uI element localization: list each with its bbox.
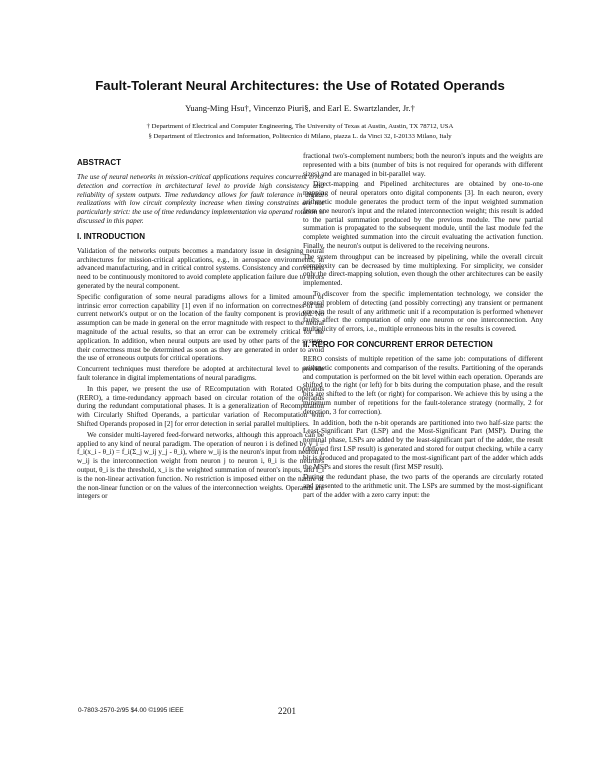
author-list: Yuang-Ming Hsu†, Vincenzo Piuri§, and Earl E. Swartzlander, Jr.†	[185, 103, 415, 113]
intro-paragraph-4: In this paper, we present the use of REcomputation with Rotated Operands (RERO), a time-redundancy approach based on circular rotation of the operands during the redundant computational phases. It is a generalization of Recomputation with Circularly Shifted Operands, a particular variation of Recomputation with Shifted Operands proposed in [2] for error detection in serial parallel multipliers.	[77, 384, 324, 428]
section-2-heading: II. RERO FOR CONCURRENT ERROR DETECTION	[303, 339, 493, 349]
intro-paragraph-2: Specific configuration of some neural paradigms allows for a limited amount of intrinsic error correction capability [1] even if no information on correctness of the current network's output or on the location of the faulty component is provided. No assumption can be made in general on the error magnitude with respect to the neural magnitude of the actual results, so that an error can be extremely critical for the application. In addition, when neural outputs are used by other parts of the system, their correctness must be determined as soon as they are generated in order to avoid the use of erroneous outputs for critical operations.	[77, 292, 324, 363]
affiliation-1: † Department of Electrical and Computer Engineering, The University of Texas at Austin, Austin, TX 78712, USA	[146, 123, 454, 130]
right-paragraph-2: Direct-mapping and Pipelined architectures are obtained by one-to-one mapping of neural operators onto digital components [3]. In each neuron, every arithmetic module generates the product term of the input weighted summation from one neuron's input and the related interconnection weight; this result is added to the partial summation produced by the previous module. The new partial summation is propagated to the subsequent module, until the last module fed the complete weighted summation into the circuit evaluating the activation function. Finally, the neuron's output is delivered to the receiving neurons.	[303, 180, 543, 250]
abstract-heading: ABSTRACT	[77, 158, 121, 167]
intro-paragraph-3: Concurrent techniques must therefore be adopted at architectural level to provide fault tolerance in digital implementations of neural paradigms.	[77, 365, 324, 382]
section-2-paragraph-1: RERO consists of multiple repetition of the same job: computations of different arithmetic components and comparison of the results. Partitioning of the operands and computation is performed on the bit level within each operation. Operands are shifted to the right (or left) for b bits during the computation phase, and the result bits are shifted to the left (or right) for comparison. We achieve this by using a the minimum number of repetitions for the fault-tolerance strategy (normally, 2 for detection, 3 for correction).	[303, 354, 543, 416]
left-column	[77, 152, 324, 503]
right-paragraph-1: fractional two's-complement numbers; both the neuron's inputs and the weights are represented with a bits (number of bits is not required for operands with different sizes) and are managed in bit-parallel way.	[303, 152, 543, 178]
intro-paragraph-5: We consider multi-layered feed-forward networks, although this approach can be applied to any kind of neural paradigm. The operation of neuron i is defined by y_i = f_i(x_i - θ_i) = f_i(Σ_j w_ij y_j - θ_i), where w_ij is the neuron's input from neuron j, w_ij is the interconnection weight from neuron j to neuron i, θ_i is the neuron's output, θ_i is the threshold, x_i is the weighted summation of neuron's inputs, and f_i is the non-linear activation function. No restriction is imposed either on the nature of the non-linear function or on the values of the interconnection weights. Operands are integers or	[77, 430, 324, 501]
intro-heading: I. INTRODUCTION	[77, 231, 145, 241]
affiliation-2: § Department of Electronics and Information, Politecnico di Milano, piazza L. da Vinci 32, I-20133 Milano, Italy	[148, 132, 452, 140]
copyright-code: 0-7803-2570-2/95 $4.00 ©1995 IEEE	[78, 707, 184, 714]
page-number: 2201	[278, 706, 296, 716]
section-2-paragraph-3: During the redundant phase, the two parts of the operands are circularly rotated and presented to the arithmetic unit. The LSPs are summed by the most-significant part of the adder with a zero carry input: the	[303, 473, 543, 499]
section-2-paragraph-2: In addition, both the n-bit operands are partitioned into two half-size parts: the Least-Significant Part (LSP) and the Most-Significant Part (MSP). During the nominal phase, LSPs are added by the least-significant part of the adder, the result (denoted first LSP result) is generated and stored for output checking, while a carry bit is produced and propagated to the most-significant part of the adder which adds the MSPs and stores the result (first MSP result).	[303, 418, 543, 471]
intro-paragraph-1: Validation of the networks outputs becomes a mandatory issue in designing neural architectures for mission-critical applications, e.g., in aerospace environments, in advanced manufacturing, and in critical control systems. Consistency and correctness need to be continuously monitored to avoid complete application failure due to errors generated by the neural component.	[77, 246, 324, 290]
right-paragraph-4: To discover from the specific implementation technology, we consider the general problem of detecting (and possibly correcting) any transient or permanent error in the result of any arithmetic unit if a recomputation is performed whenever faults affect the computation of only one neuron or one interconnection. Any multiplicity of errors, i.e., multiple erroneous bits in the results is covered.	[303, 289, 543, 334]
affiliations	[60, 122, 540, 141]
abstract-text: The use of neural networks in mission-critical applications requires concurrent error detection and correction in architectural level to provide high consistency and reliability of system outputs. Time redundancy allows for fault tolerance in digital realizations with low circuit complexity increase when timing constraints are not particularly strict: the use of time redundancy implementation via operand rotation is discussed in this paper.	[77, 173, 324, 225]
paper-title: Fault-Tolerant Neural Architectures: the Use of Rotated Operands	[95, 78, 505, 93]
right-paragraph-3: The system throughput can be increased by pipelining, while the overall circuit complexity can be decreased by time multiplexing. For simplicity, we consider only the direct-mapping solution, even though the other architectures can be easily implemented.	[303, 252, 543, 288]
right-column	[303, 152, 543, 502]
